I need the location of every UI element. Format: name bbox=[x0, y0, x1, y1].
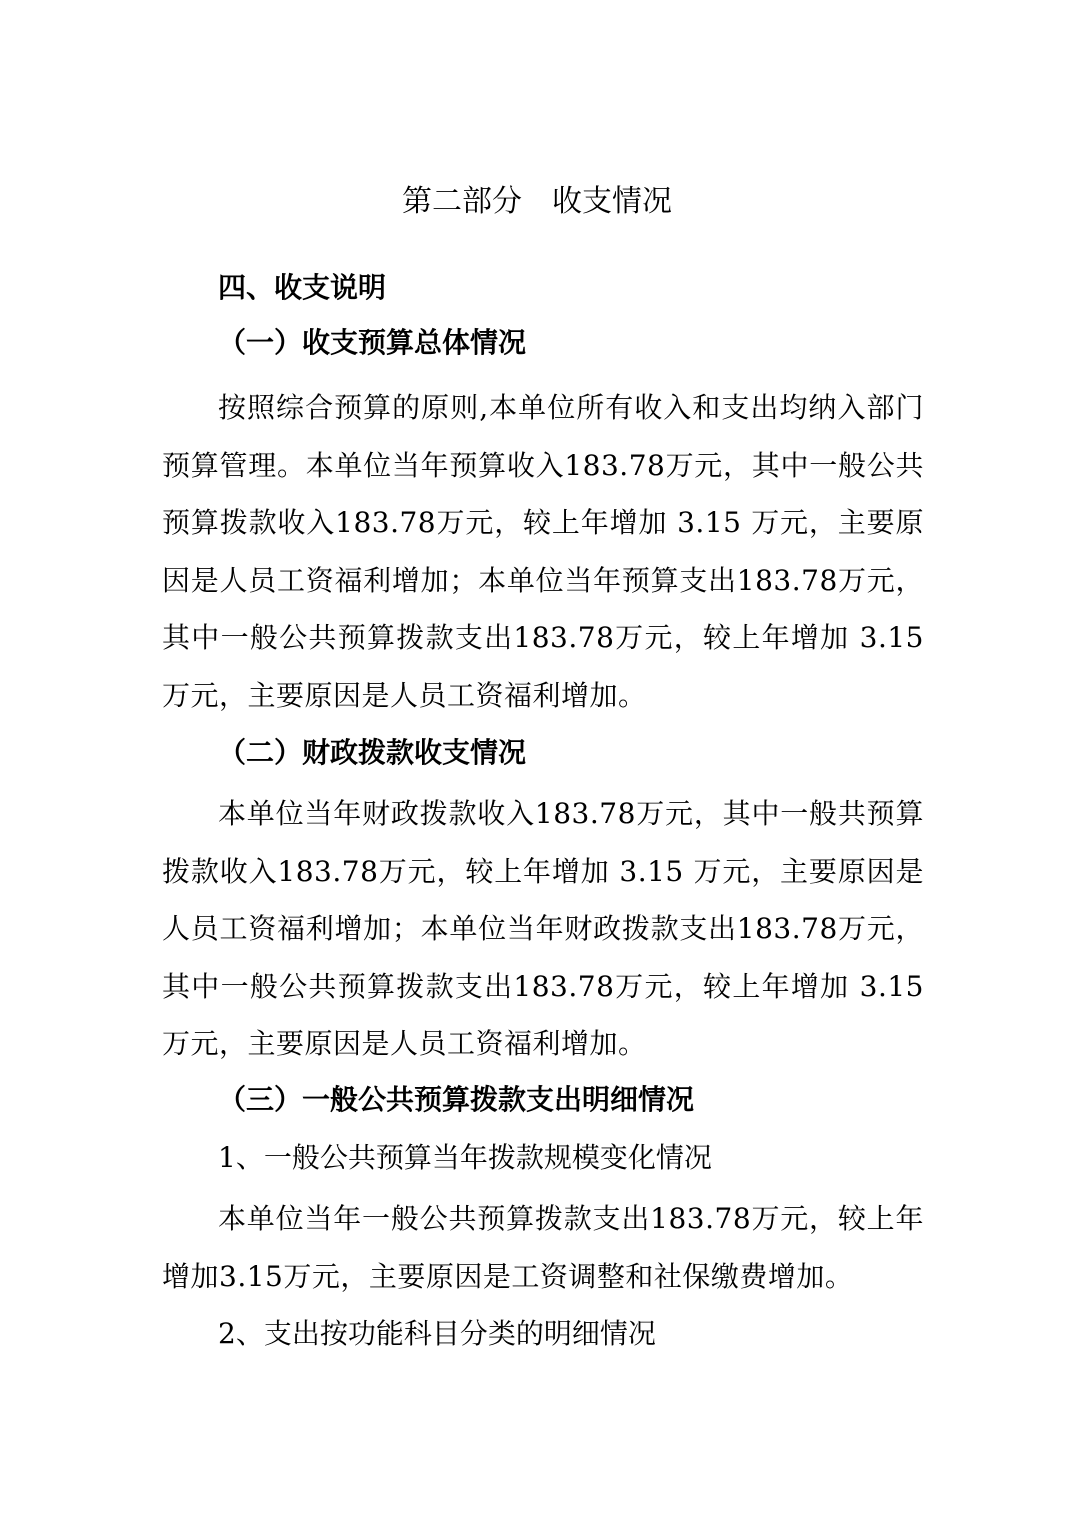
list-item-2-label: 2、支出按功能科目分类的明细情况 bbox=[218, 1317, 656, 1350]
page-title: 第二部分 收支情况 bbox=[402, 184, 672, 219]
paragraph-budget-overview: 按照综合预算的原则,本单位所有收入和支出均纳入部门预算管理。本单位当年预算收入183.78万元，其中一般公共预算拨款收入183.78万元，较上年增加 3.15 万元，主要原因是人员工资福利增加；本单位当年预算支出183.78万元，其中一般公共预算拨款支出183.78万元，较上年增加 3.15万元，主要原因是人员工资福利增加。 bbox=[162, 391, 924, 712]
list-item-1-label: 1、一般公共预算当年拨款规模变化情况 bbox=[218, 1141, 712, 1174]
subsection-heading-3: （三）一般公共预算拨款支出明细情况 bbox=[218, 1083, 695, 1116]
subsection-heading-1: （一）收支预算总体情况 bbox=[218, 326, 527, 359]
section-heading: 四、收支说明 bbox=[218, 271, 387, 304]
paragraph-scale-change: 本单位当年一般公共预算拨款支出183.78万元，较上年增加3.15万元，主要原因是工资调整和社保缴费增加。 bbox=[162, 1202, 924, 1293]
subsection-heading-2: （二）财政拨款收支情况 bbox=[218, 736, 527, 769]
paragraph-fiscal-appropriation: 本单位当年财政拨款收入183.78万元，其中一般共预算拨款收入183.78万元，较上年增加 3.15 万元，主要原因是人员工资福利增加；本单位当年财政拨款支出183.78万元，其中一般公共预算拨款支出183.78万元，较上年增加 3.15万元，主要原因是人员工资福利增加。 bbox=[162, 797, 924, 1060]
